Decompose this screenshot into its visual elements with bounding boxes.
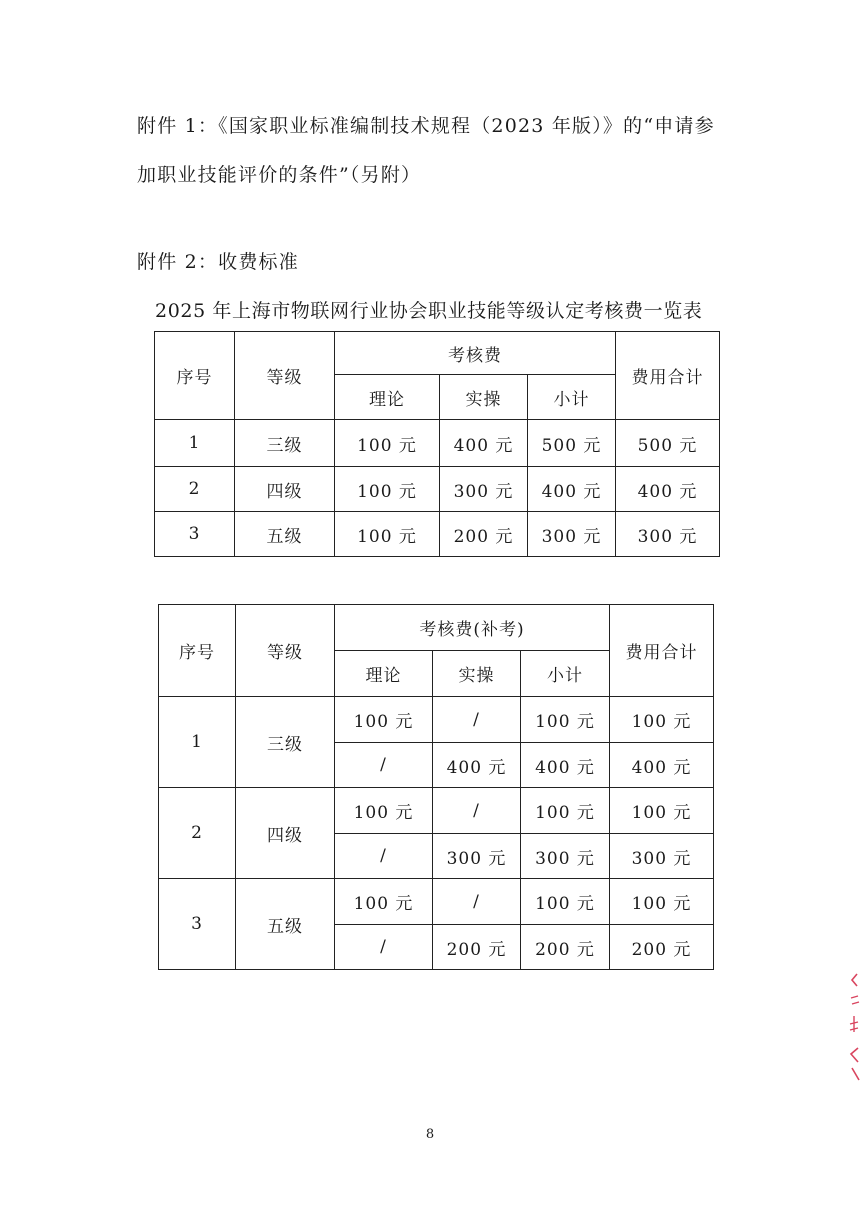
header-theory: 理论 <box>335 375 440 420</box>
cell-total: 500 元 <box>616 420 720 467</box>
cell-theory: / <box>335 925 433 970</box>
cell-theory: / <box>335 834 433 879</box>
cell-level: 三级 <box>236 697 335 788</box>
cell-level: 三级 <box>235 420 335 467</box>
cell-theory: 100 元 <box>335 879 433 925</box>
seal-stamp-fragment <box>846 968 860 1088</box>
header-total: 费用合计 <box>610 605 714 697</box>
cell-total: 100 元 <box>610 879 714 925</box>
cell-practice: 300 元 <box>433 834 521 879</box>
header-practice: 实操 <box>440 375 528 420</box>
cell-total: 200 元 <box>610 925 714 970</box>
table-row <box>159 879 714 925</box>
cell-no: 2 <box>155 467 235 512</box>
cell-total: 400 元 <box>616 467 720 512</box>
cell-no: 3 <box>159 879 236 970</box>
table-row <box>155 467 720 512</box>
table-row <box>159 697 714 743</box>
cell-level: 五级 <box>235 512 335 557</box>
attachment2-heading: 附件 2：收费标准 <box>137 251 299 273</box>
header-fee-group: 考核费(补考) <box>335 605 610 651</box>
cell-theory: 100 元 <box>335 467 440 512</box>
cell-practice: 400 元 <box>433 743 521 788</box>
attachment1-line2: 加职业技能评价的条件”（另附） <box>137 164 422 186</box>
cell-no: 2 <box>159 788 236 879</box>
table1-caption: 2025 年上海市物联网行业协会职业技能等级认定考核费一览表 <box>155 300 703 322</box>
header-level: 等级 <box>236 605 335 697</box>
cell-practice: / <box>433 788 521 834</box>
cell-total: 100 元 <box>610 788 714 834</box>
cell-theory: 100 元 <box>335 697 433 743</box>
cell-practice: 300 元 <box>440 467 528 512</box>
cell-theory: / <box>335 743 433 788</box>
cell-theory: 100 元 <box>335 512 440 557</box>
makeup-fee-table <box>158 604 714 970</box>
cell-level: 四级 <box>235 467 335 512</box>
header-theory: 理论 <box>335 651 433 697</box>
cell-practice: 200 元 <box>440 512 528 557</box>
header-level: 等级 <box>235 332 335 420</box>
cell-practice: / <box>433 697 521 743</box>
header-subtotal: 小计 <box>528 375 616 420</box>
cell-subtotal: 300 元 <box>528 512 616 557</box>
table-row <box>159 788 714 834</box>
cell-total: 300 元 <box>616 512 720 557</box>
cell-level: 四级 <box>236 788 335 879</box>
cell-practice: / <box>433 879 521 925</box>
page-number: 8 <box>425 1127 435 1142</box>
header-no: 序号 <box>159 605 236 697</box>
attachment1-line1: 附件 1：《国家职业标准编制技术规程（2023 年版）》的“申请参 <box>137 115 715 137</box>
table-row <box>155 512 720 557</box>
fee-table <box>154 331 720 557</box>
header-fee-group: 考核费 <box>335 332 616 375</box>
header-no: 序号 <box>155 332 235 420</box>
cell-subtotal: 400 元 <box>528 467 616 512</box>
cell-total: 300 元 <box>610 834 714 879</box>
cell-subtotal: 100 元 <box>521 788 610 834</box>
cell-subtotal: 100 元 <box>521 879 610 925</box>
cell-level: 五级 <box>236 879 335 970</box>
cell-subtotal: 500 元 <box>528 420 616 467</box>
cell-theory: 100 元 <box>335 788 433 834</box>
header-total: 费用合计 <box>616 332 720 420</box>
cell-total: 400 元 <box>610 743 714 788</box>
header-practice: 实操 <box>433 651 521 697</box>
cell-no: 3 <box>155 512 235 557</box>
cell-subtotal: 300 元 <box>521 834 610 879</box>
header-subtotal: 小计 <box>521 651 610 697</box>
cell-practice: 400 元 <box>440 420 528 467</box>
cell-subtotal: 400 元 <box>521 743 610 788</box>
cell-no: 1 <box>159 697 236 788</box>
cell-subtotal: 100 元 <box>521 697 610 743</box>
cell-subtotal: 200 元 <box>521 925 610 970</box>
cell-theory: 100 元 <box>335 420 440 467</box>
table-row <box>155 420 720 467</box>
cell-total: 100 元 <box>610 697 714 743</box>
cell-no: 1 <box>155 420 235 467</box>
cell-practice: 200 元 <box>433 925 521 970</box>
